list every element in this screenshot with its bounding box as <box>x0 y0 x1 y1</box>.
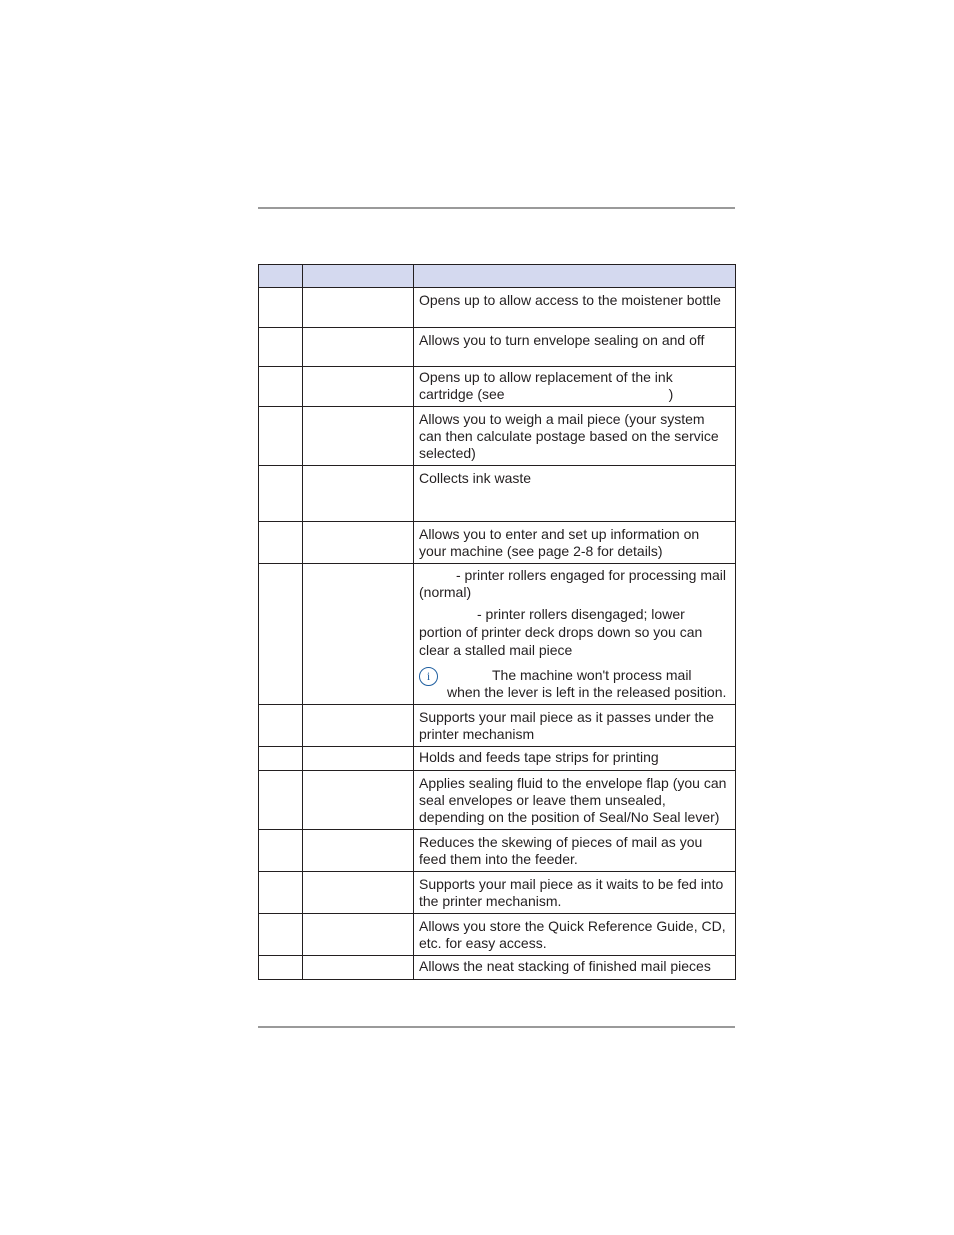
description-text: Allows the neat stacking of finished mail pieces <box>419 958 711 974</box>
description-text: Reduces the skewing of pieces of mail as you feed them into the feeder. <box>419 834 703 867</box>
description-text: Allows you store the Quick Reference Guide, CD, etc. for easy access. <box>419 918 726 951</box>
name-cell <box>303 466 414 522</box>
description-text-end: ) <box>668 386 674 402</box>
number-cell <box>259 872 303 914</box>
name-cell <box>303 771 414 830</box>
number-cell <box>259 564 303 705</box>
table-header-row <box>259 265 736 288</box>
description-text: Holds and feeds tape strips for printing <box>419 749 659 765</box>
table-row <box>259 872 736 914</box>
number-cell <box>259 771 303 830</box>
info-icon: i <box>419 667 438 686</box>
table-row <box>259 956 736 980</box>
number-cell <box>259 705 303 747</box>
header-number-cell <box>259 265 303 288</box>
name-cell <box>303 914 414 956</box>
table-row <box>259 914 736 956</box>
number-cell <box>259 914 303 956</box>
note-text-2: when the lever is left in the released position. <box>447 684 727 700</box>
description-cell <box>414 914 736 956</box>
description-text: Collects ink waste <box>419 470 532 486</box>
table-row-lever <box>259 564 736 705</box>
table-row <box>259 705 736 747</box>
name-cell <box>303 747 414 771</box>
number-cell <box>259 367 303 407</box>
number-cell <box>259 956 303 980</box>
name-cell <box>303 328 414 367</box>
description-cell <box>414 522 736 564</box>
name-cell <box>303 705 414 747</box>
table-row <box>259 407 736 466</box>
description-text: Allows you to turn envelope sealing on and off <box>419 332 705 348</box>
table-row <box>259 522 736 564</box>
description-cell <box>414 564 736 705</box>
number-cell <box>259 288 303 328</box>
table-row <box>259 328 736 367</box>
bottom-rule <box>258 1026 735 1028</box>
number-cell <box>259 747 303 771</box>
name-cell <box>303 522 414 564</box>
number-cell <box>259 407 303 466</box>
description-cell <box>414 288 736 328</box>
description-cell <box>414 466 736 522</box>
description-cell <box>414 872 736 914</box>
name-cell <box>303 288 414 328</box>
description-cell <box>414 705 736 747</box>
table-row <box>259 830 736 872</box>
top-rule <box>258 207 735 209</box>
description-cell <box>414 956 736 980</box>
engaged-description: - printer rollers engaged for processing mail (normal) <box>419 567 727 600</box>
description-text: Supports your mail piece as it waits to be fed into the printer mechanism. <box>419 876 724 909</box>
name-cell <box>303 367 414 407</box>
table-row <box>259 288 736 328</box>
number-cell <box>259 466 303 522</box>
description-text: Supports your mail piece as it passes under the printer mechanism <box>419 709 714 742</box>
name-cell <box>303 830 414 872</box>
name-cell <box>303 407 414 466</box>
number-cell <box>259 830 303 872</box>
description-text: Opens up to allow replacement of the ink cartridge (see <box>419 369 673 402</box>
description-cell <box>414 407 736 466</box>
number-cell <box>259 522 303 564</box>
parts-table <box>258 264 736 980</box>
description-cell <box>414 367 736 407</box>
description-cell <box>414 830 736 872</box>
description-cell <box>414 747 736 771</box>
name-cell <box>303 956 414 980</box>
description-text: Opens up to allow access to the moistener bottle <box>419 292 721 308</box>
note <box>419 667 730 701</box>
description-cell <box>414 771 736 830</box>
description-text: Allows you to enter and set up information on your machine (see page 2-8 for details) <box>419 526 700 559</box>
header-name-cell <box>303 265 414 288</box>
name-cell <box>303 564 414 705</box>
note-text-1: The machine won't process mail <box>492 667 692 683</box>
table-row <box>259 747 736 771</box>
released-description: - printer rollers disengaged; lower portion of printer deck drops down so you can clear a stalled mail piece <box>419 606 703 658</box>
description-text: Allows you to weigh a mail piece (your system can then calculate postage based on the service selected) <box>419 411 719 461</box>
name-cell <box>303 872 414 914</box>
table-row <box>259 367 736 407</box>
table-row <box>259 466 736 522</box>
table-row <box>259 771 736 830</box>
number-cell <box>259 328 303 367</box>
description-cell <box>414 328 736 367</box>
header-description-cell <box>414 265 736 288</box>
description-text: Applies sealing fluid to the envelope flap (you can seal envelopes or leave them unsealed, depending on the position of Seal/No Seal lever) <box>419 775 727 825</box>
